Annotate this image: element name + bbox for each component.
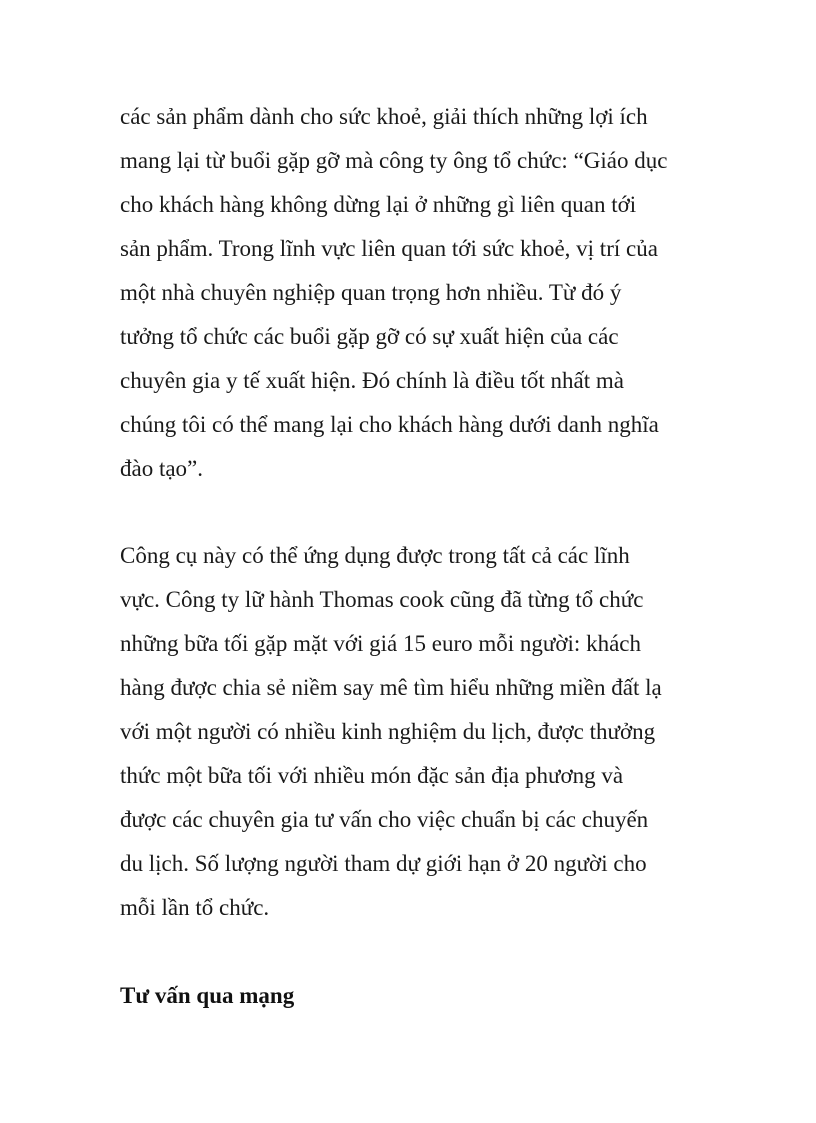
paragraph-1-line-9: đào tạo”.: [120, 456, 204, 481]
paragraph-1-line-3: cho khách hàng không dừng lại ở những gì liên quan tới: [120, 192, 637, 217]
paragraph-2-line-5: với một người có nhiều kinh nghiệm du lịch, được thưởng: [120, 719, 656, 744]
paragraph-1-line-7: chuyên gia y tế xuất hiện. Đó chính là điều tốt nhất mà: [120, 368, 624, 393]
paragraph-1-line-6: tưởng tổ chức các buổi gặp gỡ có sự xuất hiện của các: [120, 324, 619, 349]
paragraph-1-line-5: một nhà chuyên nghiệp quan trọng hơn nhiều. Từ đó ý: [120, 280, 622, 305]
paragraph-2-line-8: du lịch. Số lượng người tham dự giới hạn ở 20 người cho: [120, 851, 647, 876]
paragraph-2-line-6: thức một bữa tối với nhiều món đặc sản địa phương và: [120, 763, 624, 788]
paragraph-2-line-9: mỗi lần tổ chức.: [120, 895, 270, 920]
paragraph-1-line-1: các sản phẩm dành cho sức khoẻ, giải thích những lợi ích: [120, 104, 648, 129]
section-heading: Tư vấn qua mạng: [120, 983, 295, 1008]
paragraph-1-line-4: sản phẩm. Trong lĩnh vực liên quan tới sức khoẻ, vị trí của: [120, 236, 658, 261]
paragraph-2-line-1: Công cụ này có thể ứng dụng được trong tất cả các lĩnh: [120, 543, 630, 568]
paragraph-1-line-8: chúng tôi có thể mang lại cho khách hàng dưới danh nghĩa: [120, 412, 659, 437]
paragraph-1-line-2: mang lại từ buổi gặp gỡ mà công ty ông tổ chức: “Giáo dục: [120, 148, 668, 173]
paragraph-2-line-2: vực. Công ty lữ hành Thomas cook cũng đã từng tổ chức: [120, 587, 644, 612]
paragraph-2-line-4: hàng được chia sẻ niềm say mê tìm hiểu những miền đất lạ: [120, 675, 662, 700]
paragraph-2-line-7: được các chuyên gia tư vấn cho việc chuẩn bị các chuyến: [120, 807, 649, 832]
paragraph-2-line-3: những bữa tối gặp mặt với giá 15 euro mỗi người: khách: [120, 631, 641, 656]
